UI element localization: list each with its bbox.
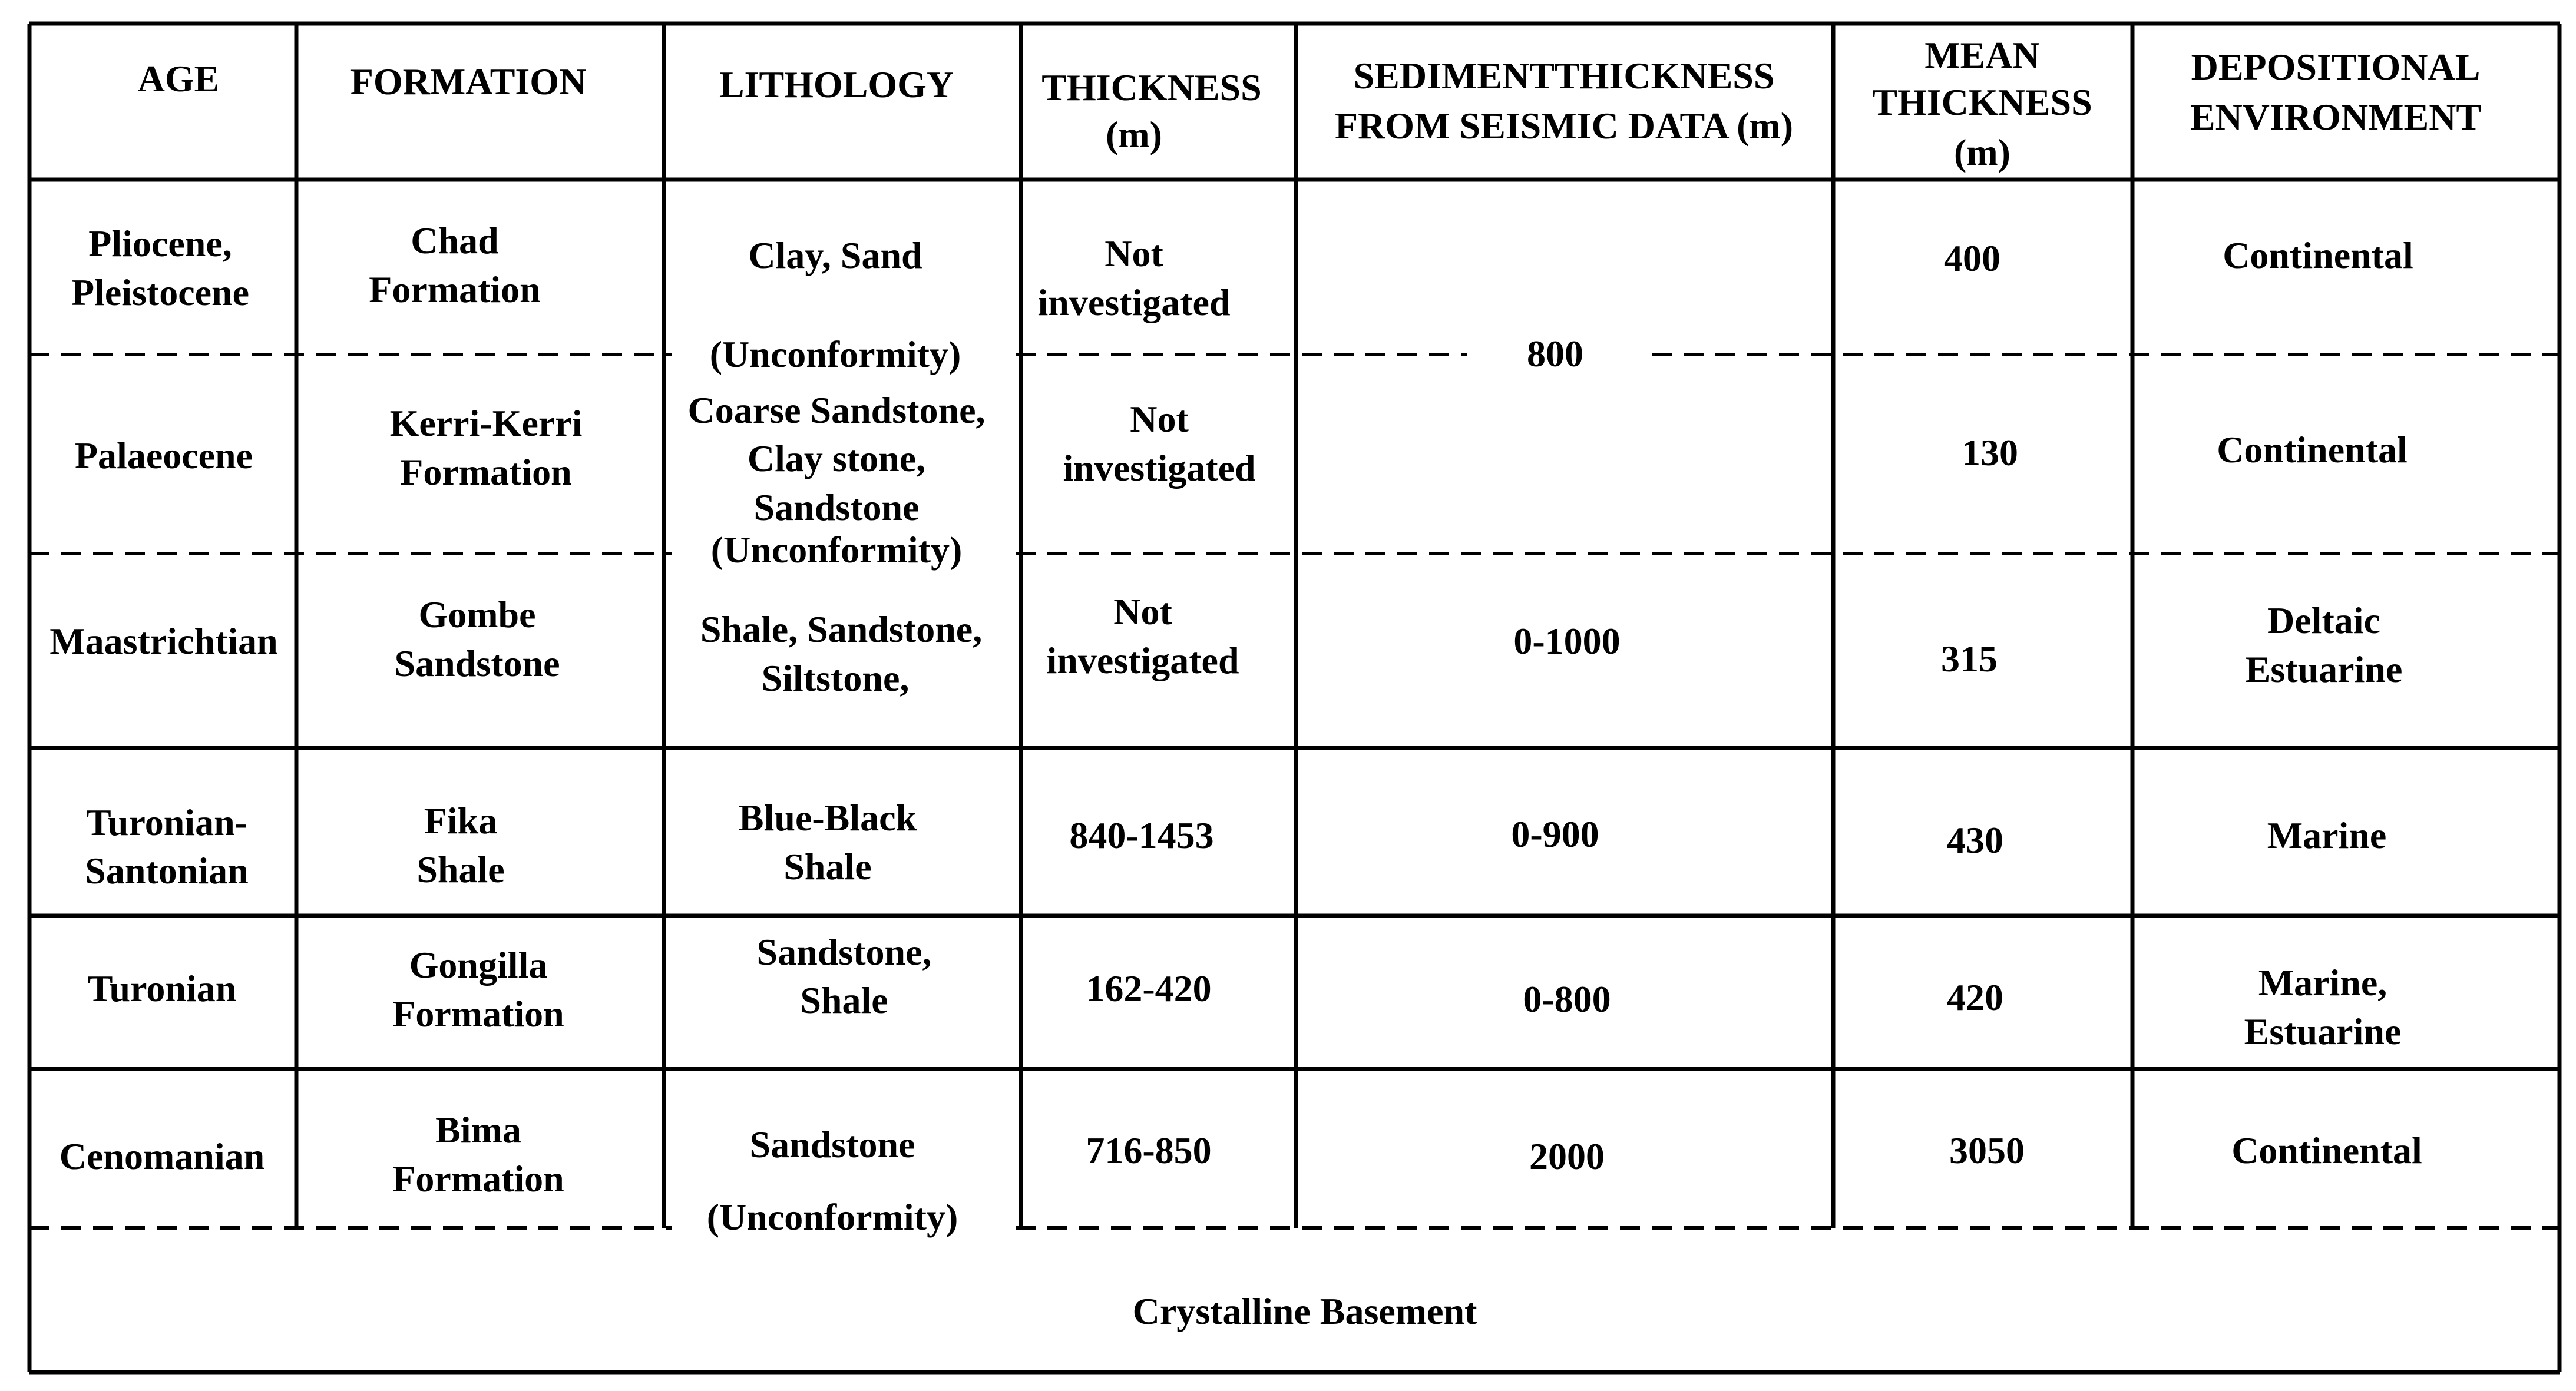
row-lithology: Blue-Black [738,797,917,839]
row-thickness: 840-1453 [1069,814,1214,856]
row-lithology: Shale [783,846,872,887]
basement-label: Crystalline Basement [1132,1290,1477,1332]
unconformity-label: (Unconformity) [706,1196,958,1238]
row-lithology: Sandstone, [756,931,932,973]
row-formation: Formation [392,1158,564,1200]
header-thickness-unit: (m) [1106,114,1162,155]
seismic-merged-value: 800 [1527,333,1583,375]
row-formation: Formation [392,993,564,1035]
row-seismic: 2000 [1529,1135,1605,1177]
row-thickness: 716-850 [1086,1130,1212,1171]
header-formation: FORMATION [350,61,587,102]
header-environment-2: ENVIRONMENT [2190,96,2482,138]
row-formation: Formation [400,451,572,493]
table-row [75,389,2408,528]
header-thickness: THICKNESS [1041,67,1262,108]
row-mean-thickness: 315 [1941,638,1998,680]
row-formation: Shale [416,849,505,890]
row-environment: Deltaic [2267,600,2380,641]
table-header [138,34,2481,173]
row-age: Palaeocene [74,435,253,476]
header-age: AGE [137,58,220,100]
row-seismic: 0-900 [1511,813,1599,855]
header-environment: DEPOSITIONAL [2191,46,2481,88]
row-thickness: investigated [1037,281,1231,323]
row-age: Turonian- [86,802,247,843]
row-environment: Estuarine [2244,1011,2402,1052]
row-environment: Marine, [2258,962,2387,1003]
row-thickness: investigated [1046,640,1239,681]
row-lithology: Shale [800,979,888,1021]
row-environment: Continental [2217,429,2408,471]
row-lithology: Siltstone, [761,657,910,699]
row-lithology: Clay, Sand [748,234,922,276]
header-mean-unit: (m) [1954,131,2010,173]
row-age: Turonian [87,968,237,1009]
row-mean-thickness: 420 [1947,976,2003,1018]
row-thickness: Not [1130,398,1189,440]
table-row [85,797,2386,892]
table-row [49,591,2402,699]
row-age: Maastrichtian [49,620,278,662]
header-seismic-unit: FROM SEISMIC DATA (m) [1334,105,1794,147]
header-lithology: LITHOLOGY [719,64,954,105]
row-seismic: 0-1000 [1513,620,1621,662]
row-thickness: Not [1113,591,1172,632]
row-seismic: 0-800 [1523,978,1611,1020]
row-lithology: Clay stone, [747,438,926,479]
row-environment: Marine [2267,814,2387,856]
row-mean-thickness: 130 [1962,432,2018,473]
row-age: Pliocene, [88,223,232,264]
row-age: Cenomanian [59,1135,265,1177]
row-thickness: Not [1105,233,1163,274]
table-row [71,220,2413,323]
row-lithology: Sandstone [749,1124,915,1165]
row-environment: Continental [2223,234,2413,276]
row-lithology: Shale, Sandstone, [700,608,983,650]
table-row [59,1109,2422,1200]
row-formation: Kerri-Kerri [389,402,583,444]
row-environment: Estuarine [2245,648,2403,690]
unconformity-label: (Unconformity) [709,333,961,375]
header-mean: MEAN [1924,34,2040,76]
row-mean-thickness: 3050 [1949,1130,2025,1171]
row-lithology: Coarse Sandstone, [687,389,986,431]
row-formation: Gongilla [409,944,548,986]
row-age: Pleistocene [71,271,250,313]
row-mean-thickness: 430 [1947,819,2003,861]
row-mean-thickness: 400 [1944,237,2000,279]
row-formation: Gombe [418,594,536,635]
row-formation: Formation [369,269,541,310]
row-age: Santonian [85,850,249,892]
row-thickness: 162-420 [1086,968,1212,1009]
row-formation: Sandstone [394,642,560,684]
row-formation: Fika [424,800,498,842]
row-lithology: Sandstone [753,486,920,528]
header-mean-thickness: THICKNESS [1872,81,2092,123]
row-thickness: investigated [1063,447,1256,489]
row-formation: Chad [411,220,499,261]
row-environment: Continental [2231,1130,2422,1171]
unconformity-label: (Unconformity) [710,529,963,571]
table-row [88,931,2402,1052]
header-seismic: SEDIMENTTHICKNESS [1353,55,1775,97]
row-formation: Bima [435,1109,521,1151]
